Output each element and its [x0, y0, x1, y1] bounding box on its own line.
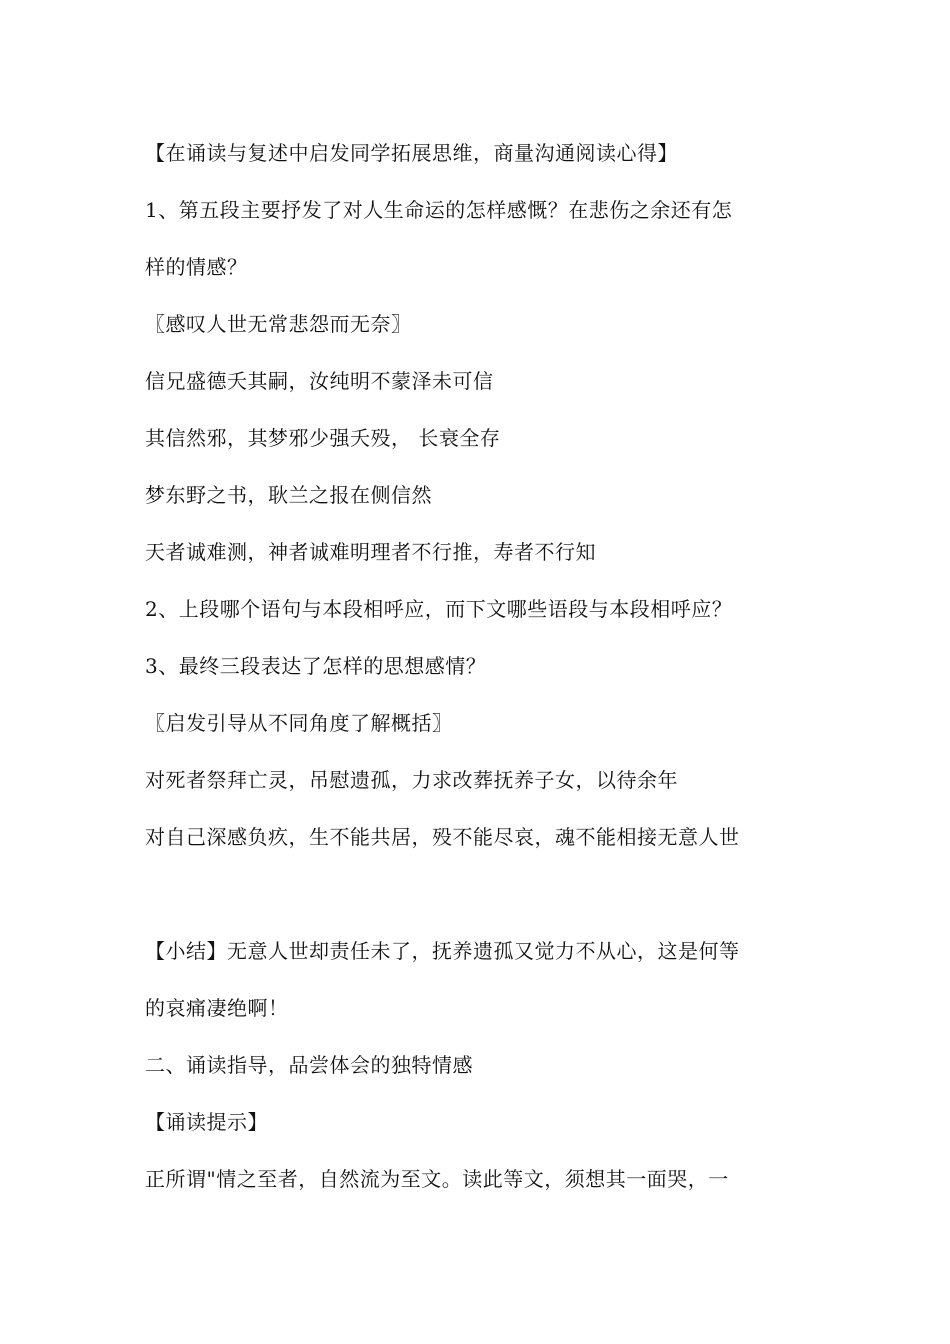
summary: 【小结】无意人世却责任未了，抚养遗孤又觉力不从心，这是何等: [145, 939, 740, 963]
answer-line: 信兄盛德夭其嗣，汝纯明不蒙泽未可信: [145, 369, 494, 393]
question-1: 1、第五段主要抒发了对人生命运的怎样感慨？在悲伤之余还有怎: [145, 198, 733, 222]
guidance-line: 对死者祭拜亡灵，吊慰遗孤，力求改葬抚养子女，以待余年: [145, 768, 678, 792]
answer-line: 梦东野之书，耿兰之报在侧信然: [145, 483, 432, 507]
reading-tips-text: 正所谓"情之至者，自然流为至文。读此等文，须想其一面哭，一: [145, 1167, 729, 1191]
section-heading: 【在诵读与复述中启发同学拓展思维，商量沟通阅读心得】: [145, 141, 678, 165]
reading-tips-heading: 【诵读提示】: [145, 1110, 268, 1134]
guidance-heading: 〖启发引导从不同角度了解概括〗: [145, 711, 453, 735]
guidance-line: 对自己深感负疚，生不能共居，殁不能尽哀，魂不能相接无意人世: [145, 825, 740, 849]
answer-line: 天者诚难测，神者诚难明理者不行推，寿者不行知: [145, 540, 596, 564]
question-2: 2、上段哪个语句与本段相呼应，而下文哪些语段与本段相呼应？: [145, 597, 733, 621]
summary-continued: 的哀痛凄绝啊！: [145, 996, 289, 1020]
answer-line: 其信然邪，其梦邪少强夭殁， 长衰全存: [145, 426, 501, 450]
question-1-continued: 样的情感？: [145, 255, 248, 279]
section-two-heading: 二、诵读指导，品尝体会的独特情感: [145, 1053, 473, 1077]
answer-heading: 〖感叹人世无常悲怨而无奈〗: [145, 312, 412, 336]
question-3: 3、最终三段表达了怎样的思想感情？: [145, 654, 487, 678]
